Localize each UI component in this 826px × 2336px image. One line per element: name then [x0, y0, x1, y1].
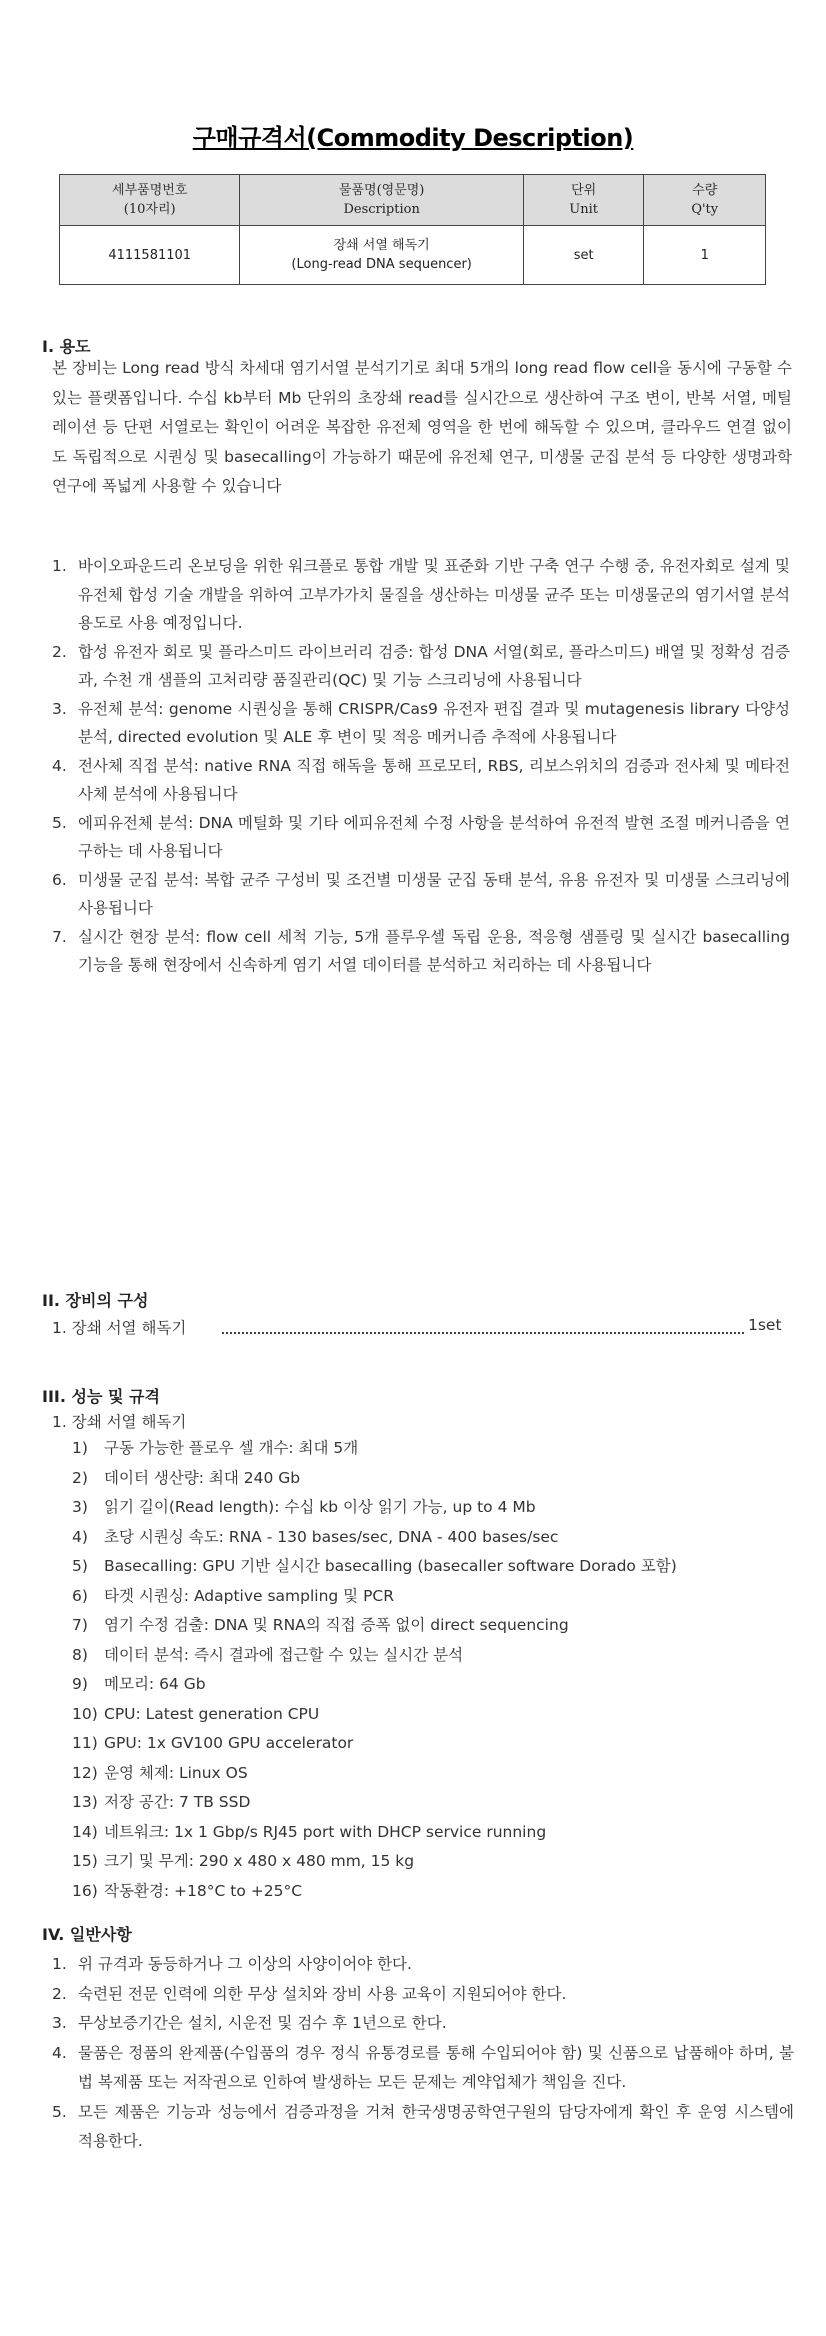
- list-item-text: 위 규격과 동등하거나 그 이상의 사양이어야 한다.: [78, 1955, 412, 1973]
- list-item: [72, 1818, 677, 1848]
- table-row: [60, 226, 766, 285]
- list-item: [52, 695, 790, 752]
- cell-description-ko: 장쇄 서열 해독기: [333, 238, 430, 253]
- list-item-number: 7.: [52, 927, 67, 946]
- list-item-text: 네트워크: 1x 1 Gbp/s RJ45 port with DHCP service running: [104, 1822, 547, 1841]
- list-item: [52, 638, 790, 695]
- list-item-text: 저장 공간: 7 TB SSD: [104, 1793, 251, 1811]
- list-item-text: GPU: 1x GV100 GPU accelerator: [104, 1734, 354, 1752]
- composition-item-label: 1. 장쇄 서열 해독기: [52, 1319, 187, 1337]
- header-item-code-ko: 세부품명번호: [112, 183, 188, 198]
- list-item: [52, 752, 790, 809]
- header-description: [240, 175, 523, 226]
- list-item: [72, 1670, 677, 1700]
- list-item-text: 미생물 군집 분석: 복합 균주 구성비 및 조건별 미생물 군집 동태 분석, 유용 유전자 및 미생물 스크리닝에 사용됩니다: [78, 870, 790, 917]
- cell-description-en: (Long-read DNA sequencer): [291, 257, 472, 272]
- list-item: [72, 1641, 677, 1671]
- list-item: [52, 923, 790, 980]
- list-item-text: 운영 체제: Linux OS: [104, 1763, 248, 1782]
- list-item: [52, 809, 790, 866]
- list-item-number: 8): [72, 1645, 88, 1664]
- list-item-text: 데이터 분석: 즉시 결과에 접근할 수 있는 실시간 분석: [104, 1645, 464, 1664]
- list-item-number: 15): [72, 1852, 98, 1870]
- header-description-ko: 물품명(영문명): [338, 183, 425, 198]
- list-item-number: 5): [72, 1557, 88, 1575]
- list-item-number: 12): [72, 1763, 98, 1782]
- list-item: [52, 1980, 794, 2010]
- list-item-text: Basecalling: GPU 기반 실시간 basecalling (basecaller software Dorado 포함): [104, 1557, 677, 1575]
- list-item: [72, 1493, 677, 1523]
- document-title: 구매규격서(Commodity Description): [192, 124, 634, 152]
- list-item-number: 13): [72, 1793, 98, 1811]
- list-item: [72, 1552, 677, 1582]
- list-item: [52, 1950, 794, 1980]
- list-item: [72, 1434, 677, 1464]
- section-heading-general: IV. 일반사항: [42, 1925, 132, 1944]
- list-item: [72, 1611, 677, 1641]
- header-unit-en: Unit: [569, 202, 599, 217]
- list-item-number: 3.: [52, 699, 67, 718]
- list-item-text: 무상보증기간은 설치, 시운전 및 검수 후 1년으로 한다.: [78, 2014, 447, 2032]
- list-item-text: 에피유전체 분석: DNA 메틸화 및 기타 에피유전체 수정 사항을 분석하여 유전적 발현 조절 메커니즘을 연구하는 데 사용됩니다: [78, 813, 790, 860]
- list-item: [72, 1729, 677, 1759]
- list-item-text: 구동 가능한 플로우 셀 개수: 최대 5개: [104, 1439, 359, 1457]
- list-item: [52, 552, 790, 638]
- list-item-number: 2.: [52, 642, 67, 661]
- header-unit-ko: 단위: [571, 183, 597, 198]
- list-item-number: 3): [72, 1498, 88, 1516]
- list-item-number: 14): [72, 1822, 98, 1841]
- list-item: [52, 2098, 794, 2157]
- list-item-number: 1): [72, 1439, 88, 1457]
- list-item-text: 메모리: 64 Gb: [104, 1675, 206, 1693]
- section-heading-composition: II. 장비의 구성: [42, 1291, 149, 1310]
- list-item-text: 전사체 직접 분석: native RNA 직접 해독을 통해 프로모터, RBS, 리보스위치의 검증과 전사체 및 메타전사체 분석에 사용됩니다: [78, 756, 790, 803]
- list-item-number: 2.: [52, 1984, 67, 2003]
- list-item-number: 5.: [52, 813, 67, 832]
- list-item: [72, 1700, 677, 1730]
- header-unit: [523, 175, 644, 226]
- list-item-number: 5.: [52, 2102, 67, 2121]
- commodity-table: [59, 174, 766, 285]
- composition-item-qty: 1set: [748, 1316, 782, 1334]
- list-item-number: 1.: [52, 1955, 67, 1973]
- general-list: [52, 1950, 794, 2157]
- list-item: [52, 2039, 794, 2098]
- list-item-text: 숙련된 전문 인력에 의한 무상 설치와 장비 사용 교육이 지원되어야 한다.: [78, 1984, 567, 2003]
- list-item-number: 4.: [52, 2043, 67, 2062]
- purpose-list: [52, 552, 790, 980]
- header-item-code-en: (10자리): [123, 202, 176, 217]
- list-item: [72, 1582, 677, 1612]
- cell-unit: set: [523, 226, 644, 285]
- list-item-text: 읽기 길이(Read length): 수십 kb 이상 읽기 가능, up to 4 Mb: [104, 1498, 536, 1516]
- list-item-number: 6): [72, 1586, 88, 1605]
- list-item: [72, 1464, 677, 1494]
- list-item-text: 염기 수정 검출: DNA 및 RNA의 직접 증폭 없이 direct sequencing: [104, 1616, 569, 1634]
- list-item-text: 합성 유전자 회로 및 플라스미드 라이브러리 검증: 합성 DNA 서열(회로, 플라스미드) 배열 및 정확성 검증과, 수천 개 샘플의 고처리량 품질관리(QC) 및 기능 스크리닝에 사용됩니다: [78, 642, 790, 689]
- list-item-number: 9): [72, 1675, 88, 1693]
- list-item-text: 크기 및 무게: 290 x 480 x 480 mm, 15 kg: [104, 1852, 415, 1870]
- cell-description: [240, 226, 523, 285]
- list-item-text: CPU: Latest generation CPU: [104, 1704, 320, 1723]
- list-item-number: 7): [72, 1616, 88, 1634]
- header-item-code: [60, 175, 240, 226]
- list-item: [72, 1759, 677, 1789]
- list-item: [72, 1523, 677, 1553]
- section-heading-specs: III. 성능 및 규격: [42, 1387, 160, 1406]
- header-qty: [644, 175, 766, 226]
- list-item: [72, 1847, 677, 1877]
- list-item-number: 1.: [52, 557, 67, 575]
- list-item-number: 11): [72, 1734, 98, 1752]
- list-item-text: 초당 시퀀싱 속도: RNA - 130 bases/sec, DNA - 400 bases/sec: [104, 1527, 559, 1546]
- cell-qty: 1: [644, 226, 766, 285]
- purpose-intro-paragraph: 본 장비는 Long read 방식 차세대 염기서열 분석기기로 최대 5개의 long read flow cell을 동시에 구동할 수 있는 플랫폼입니다. 수십 kb부터 Mb 단위의 초장쇄 read를 실시간으로 생산하여 구조 변이, 반복 서열, 메틸레이션 등 단편 서열로는 확인이 어려운 복잡한 유전체 영역을 한 번에 해독할 수 있으며, 클라우드 연결 없이도 독립적으로 시퀀싱 및 basecalling이 가능하기 때문에 유전체 연구, 미생물 군집 분석 등 다양한 생명과학 연구에 폭넓게 사용할 수 있습니다: [52, 359, 792, 495]
- spec-list: [72, 1434, 677, 1906]
- header-description-en: Description: [343, 202, 420, 217]
- list-item-text: 물품은 정품의 완제품(수입품의 경우 정식 유통경로를 통해 수입되어야 함) 및 신품으로 납품해야 하며, 불법 복제품 또는 저작권으로 인하여 발생하는 모든 문제는 계약업체가 책임을 진다.: [78, 2043, 794, 2091]
- list-item: [52, 866, 790, 923]
- list-item-text: 타겟 시퀀싱: Adaptive sampling 및 PCR: [104, 1586, 395, 1605]
- list-item-number: 10): [72, 1704, 98, 1723]
- list-item-text: 바이오파운드리 온보딩을 위한 워크플로 통합 개발 및 표준화 기반 구축 연구 수행 중, 유전자회로 설계 및 유전체 합성 기술 개발을 위하여 고부가가치 물질을 생산하는 미생물 균주 또는 미생물군의 염기서열 분석 용도로 사용 예정입니다.: [78, 557, 790, 632]
- cell-item-code: 4111581101: [60, 226, 240, 285]
- list-item-text: 모든 제품은 기능과 성능에서 검증과정을 거쳐 한국생명공학연구원의 담당자에게 확인 후 운영 시스템에 적용한다.: [78, 2102, 794, 2150]
- list-item: [72, 1877, 677, 1907]
- list-item-number: 4): [72, 1527, 88, 1546]
- list-item-number: 16): [72, 1881, 98, 1900]
- header-qty-ko: 수량: [692, 183, 718, 198]
- section-heading-purpose: I. 용도: [42, 337, 91, 356]
- list-item: [72, 1788, 677, 1818]
- dotted-leader: [222, 1316, 744, 1334]
- header-qty-en: Q'ty: [691, 202, 719, 217]
- list-item-text: 실시간 현장 분석: flow cell 세척 기능, 5개 플루우셀 독립 운용, 적응형 샘플링 및 실시간 basecalling 기능을 통해 현장에서 신속하게 염기 서열 데이터를 분석하고 처리하는 데 사용됩니다: [78, 927, 790, 974]
- list-item-text: 데이터 생산량: 최대 240 Gb: [104, 1468, 301, 1487]
- list-item: [52, 2009, 794, 2039]
- table-header-row: [60, 175, 766, 226]
- list-item-text: 유전체 분석: genome 시퀀싱을 통해 CRISPR/Cas9 유전자 편집 결과 및 mutagenesis library 다양성 분석, directed evolution 및 ALE 후 변이 및 적응 메커니즘 추적에 사용됩니다: [78, 699, 790, 746]
- specs-subheading: 1. 장쇄 서열 해독기: [52, 1413, 187, 1431]
- list-item-number: 4.: [52, 756, 67, 775]
- list-item-text: 작동환경: +18°C to +25°C: [104, 1881, 303, 1900]
- list-item-number: 2): [72, 1468, 88, 1487]
- list-item-number: 6.: [52, 870, 67, 889]
- list-item-number: 3.: [52, 2014, 67, 2032]
